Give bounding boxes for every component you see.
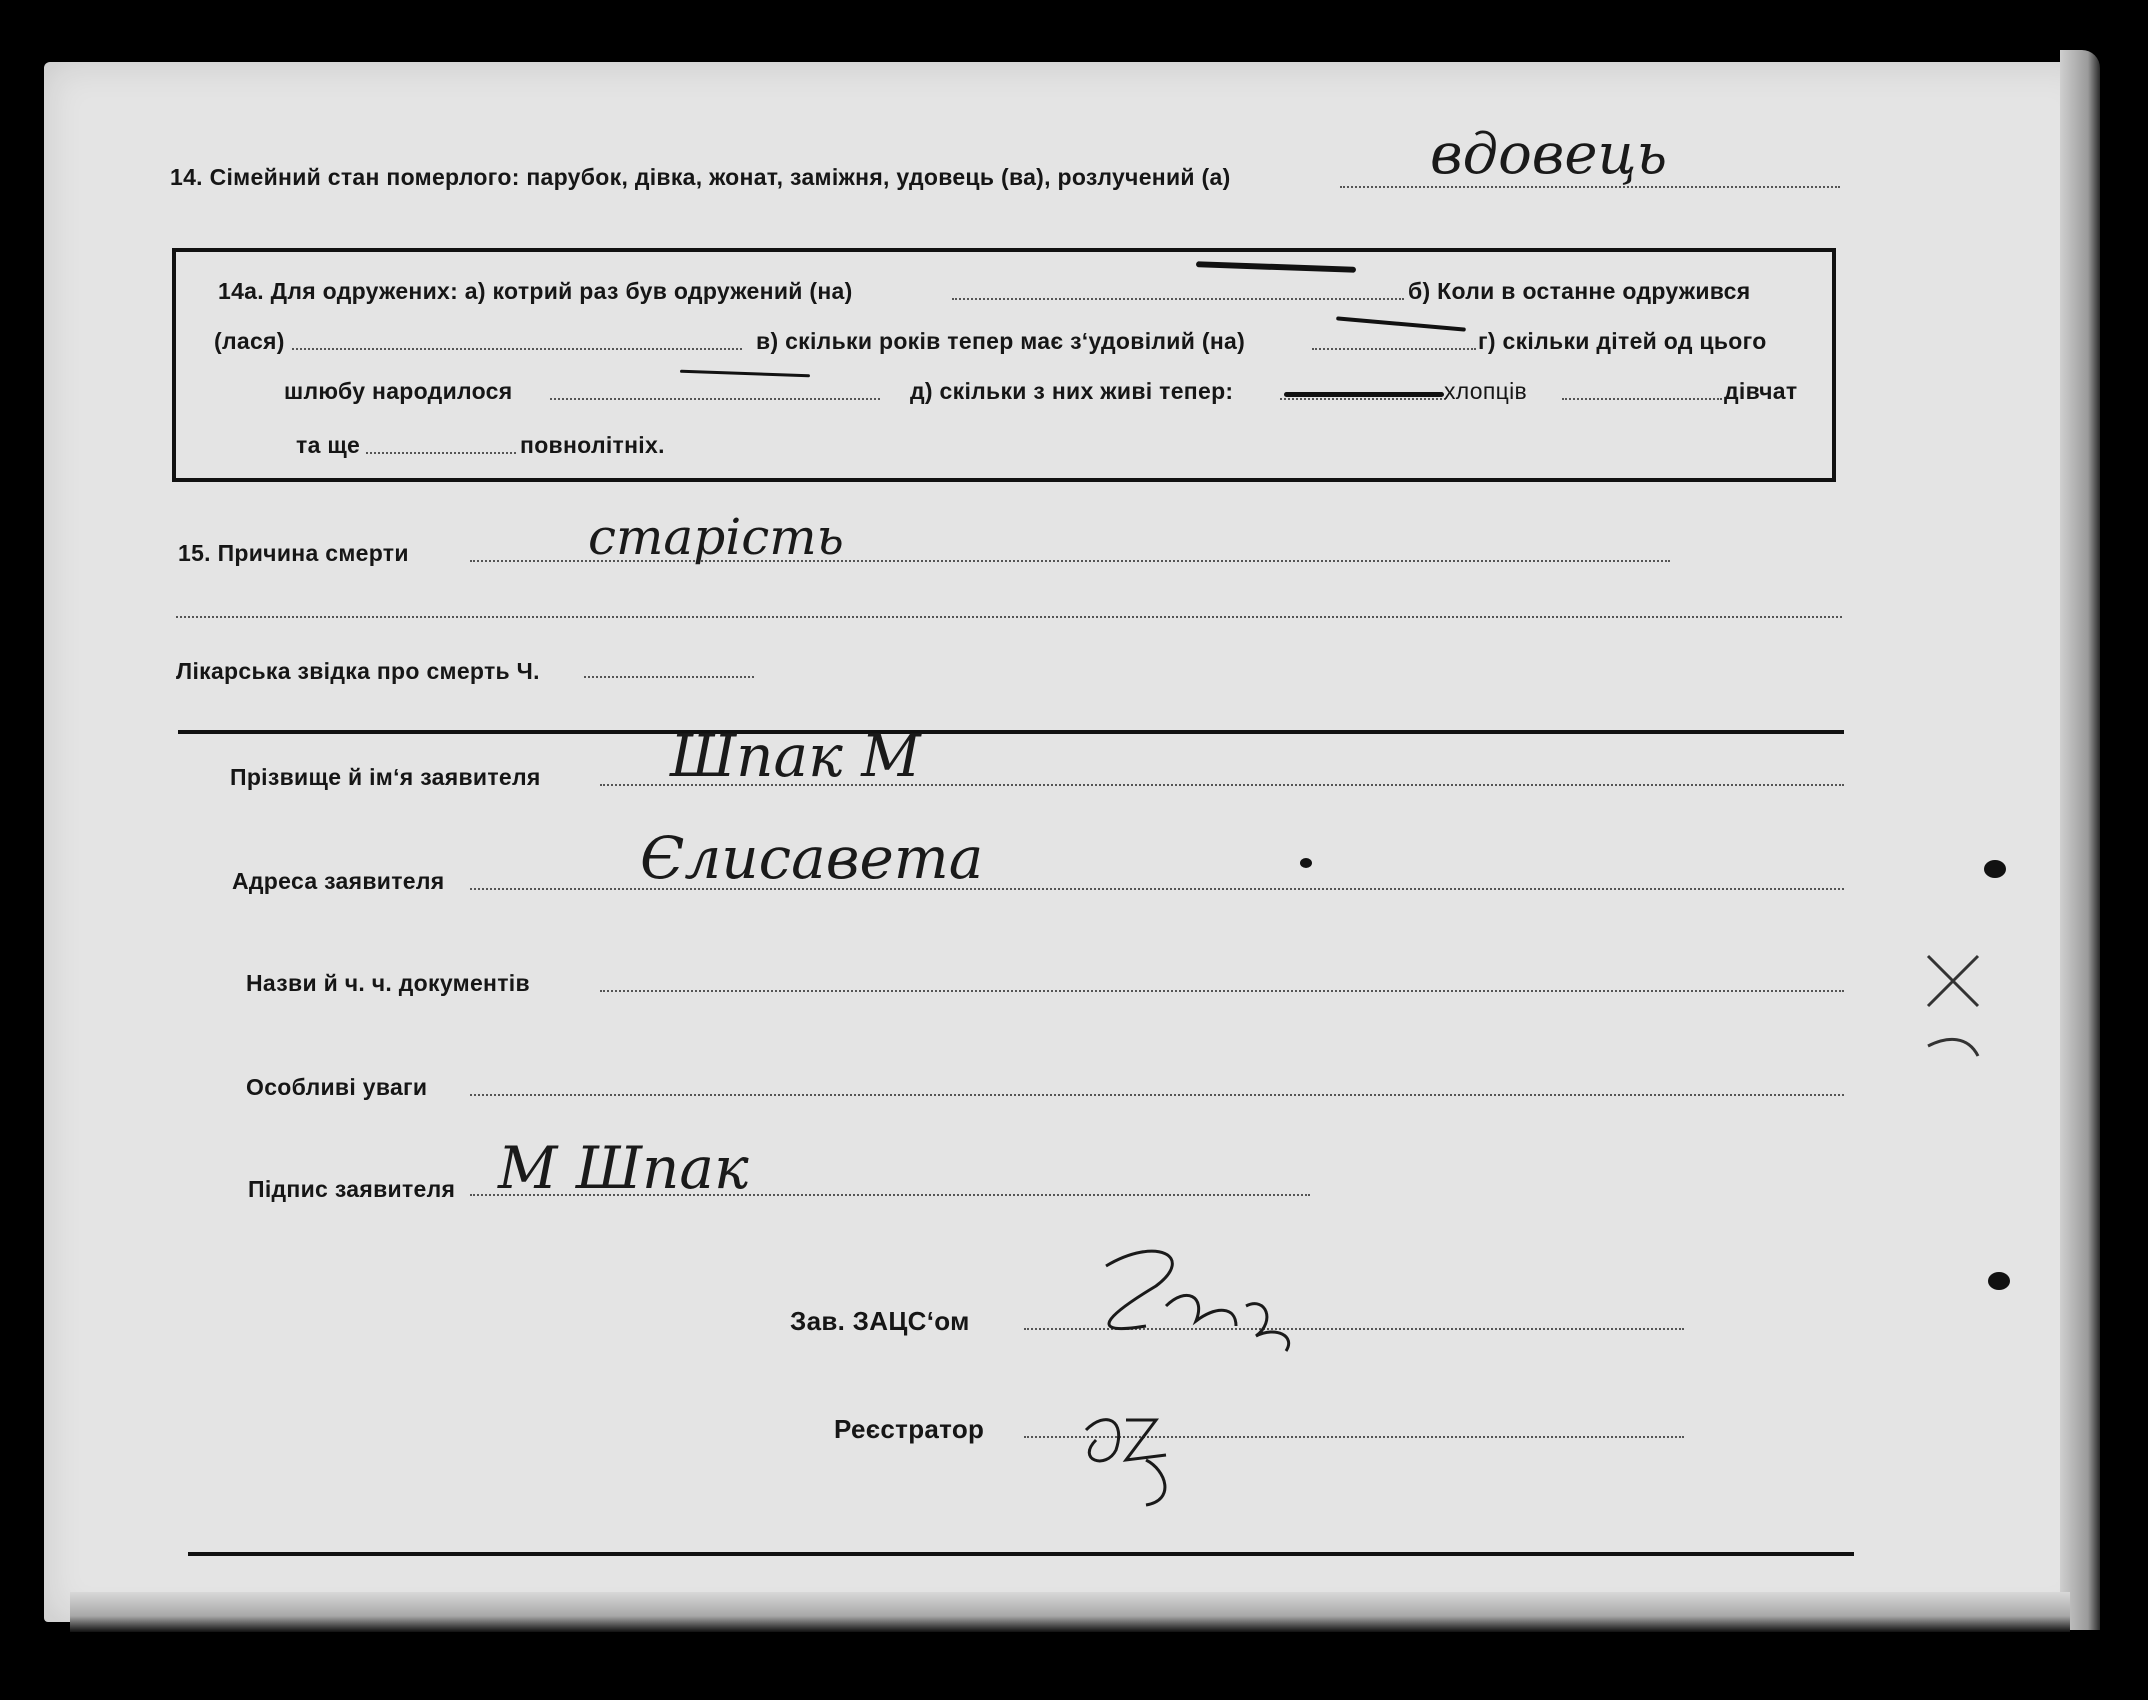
documents-label: Назви й ч. ч. документів xyxy=(246,970,530,996)
medical-report-label: Лікарська звідка про смерть Ч. xyxy=(176,658,540,684)
zags-head-label: Зав. ЗАЦС‘ом xyxy=(790,1306,970,1336)
death-cause-line-2 xyxy=(176,616,1842,618)
marital-status-label: 14. Сімейний стан померлого: парубок, дівка, жонат, заміжня, удовець (ва), розлучений (а) xyxy=(170,164,1231,190)
married-line3c-label: хлопців xyxy=(1444,378,1528,404)
married-line1b-label: б) Коли в останне одружився xyxy=(1408,278,1751,304)
widowed-years-line xyxy=(1312,348,1476,350)
punch-hole xyxy=(1988,1272,2010,1290)
applicant-signature-value: М Шпак xyxy=(498,1134,749,1202)
documents-line xyxy=(600,990,1844,992)
bottom-rule xyxy=(188,1552,1854,1556)
death-cause-value: старість xyxy=(588,508,844,566)
registrar-signature xyxy=(1066,1390,1206,1520)
adults-line xyxy=(366,452,516,454)
married-times-line xyxy=(952,298,1404,300)
applicant-name-label: Прізвище й ім‘я заявителя xyxy=(230,764,541,790)
applicant-address-label: Адреса заявителя xyxy=(232,868,445,894)
ink-dot xyxy=(1300,858,1312,868)
married-when-line xyxy=(292,348,742,350)
applicant-signature-label: Підпис заявителя xyxy=(248,1176,456,1202)
na-dash-4 xyxy=(1284,392,1444,397)
medical-report-line xyxy=(584,676,754,678)
married-line1-label: 14а. Для одружених: а) котрий раз був одружений (на) xyxy=(218,278,853,304)
special-notes-label: Особливі уваги xyxy=(246,1074,428,1100)
children-born-line xyxy=(550,398,880,400)
married-line3b-label: д) скільки з них живі тепер: xyxy=(910,378,1234,404)
zags-head-signature xyxy=(1066,1226,1306,1356)
married-line4a-label: та ще xyxy=(296,432,361,458)
punch-hole xyxy=(1984,860,2006,878)
paper-edge-right xyxy=(2060,50,2100,1630)
death-cause-label: 15. Причина смерти xyxy=(178,540,409,566)
boys-line xyxy=(1562,398,1722,400)
applicant-name-value: Шпак М xyxy=(670,722,921,790)
married-line2c-label: г) скільки дітей од цього xyxy=(1478,328,1767,354)
married-line2b-label: в) скільки років тепер має з‘удовілий (на) xyxy=(756,328,1246,354)
margin-mark xyxy=(1918,936,1998,1076)
marital-status-value: вдовець xyxy=(1430,122,1668,187)
married-line4b-label: повнолітніх. xyxy=(520,432,665,458)
special-notes-line xyxy=(470,1094,1844,1096)
married-line3a-label: шлюбу народилося xyxy=(284,378,513,404)
married-line2a-label: (лася) xyxy=(214,328,285,354)
registrar-label: Реєстратор xyxy=(834,1414,985,1444)
children-alive-line xyxy=(1280,398,1446,400)
section-divider xyxy=(178,730,1844,734)
paper-edge-bottom xyxy=(70,1592,2070,1632)
married-line3d-label: дівчат xyxy=(1724,378,1798,404)
applicant-address-value: Єлисавета xyxy=(640,824,984,892)
